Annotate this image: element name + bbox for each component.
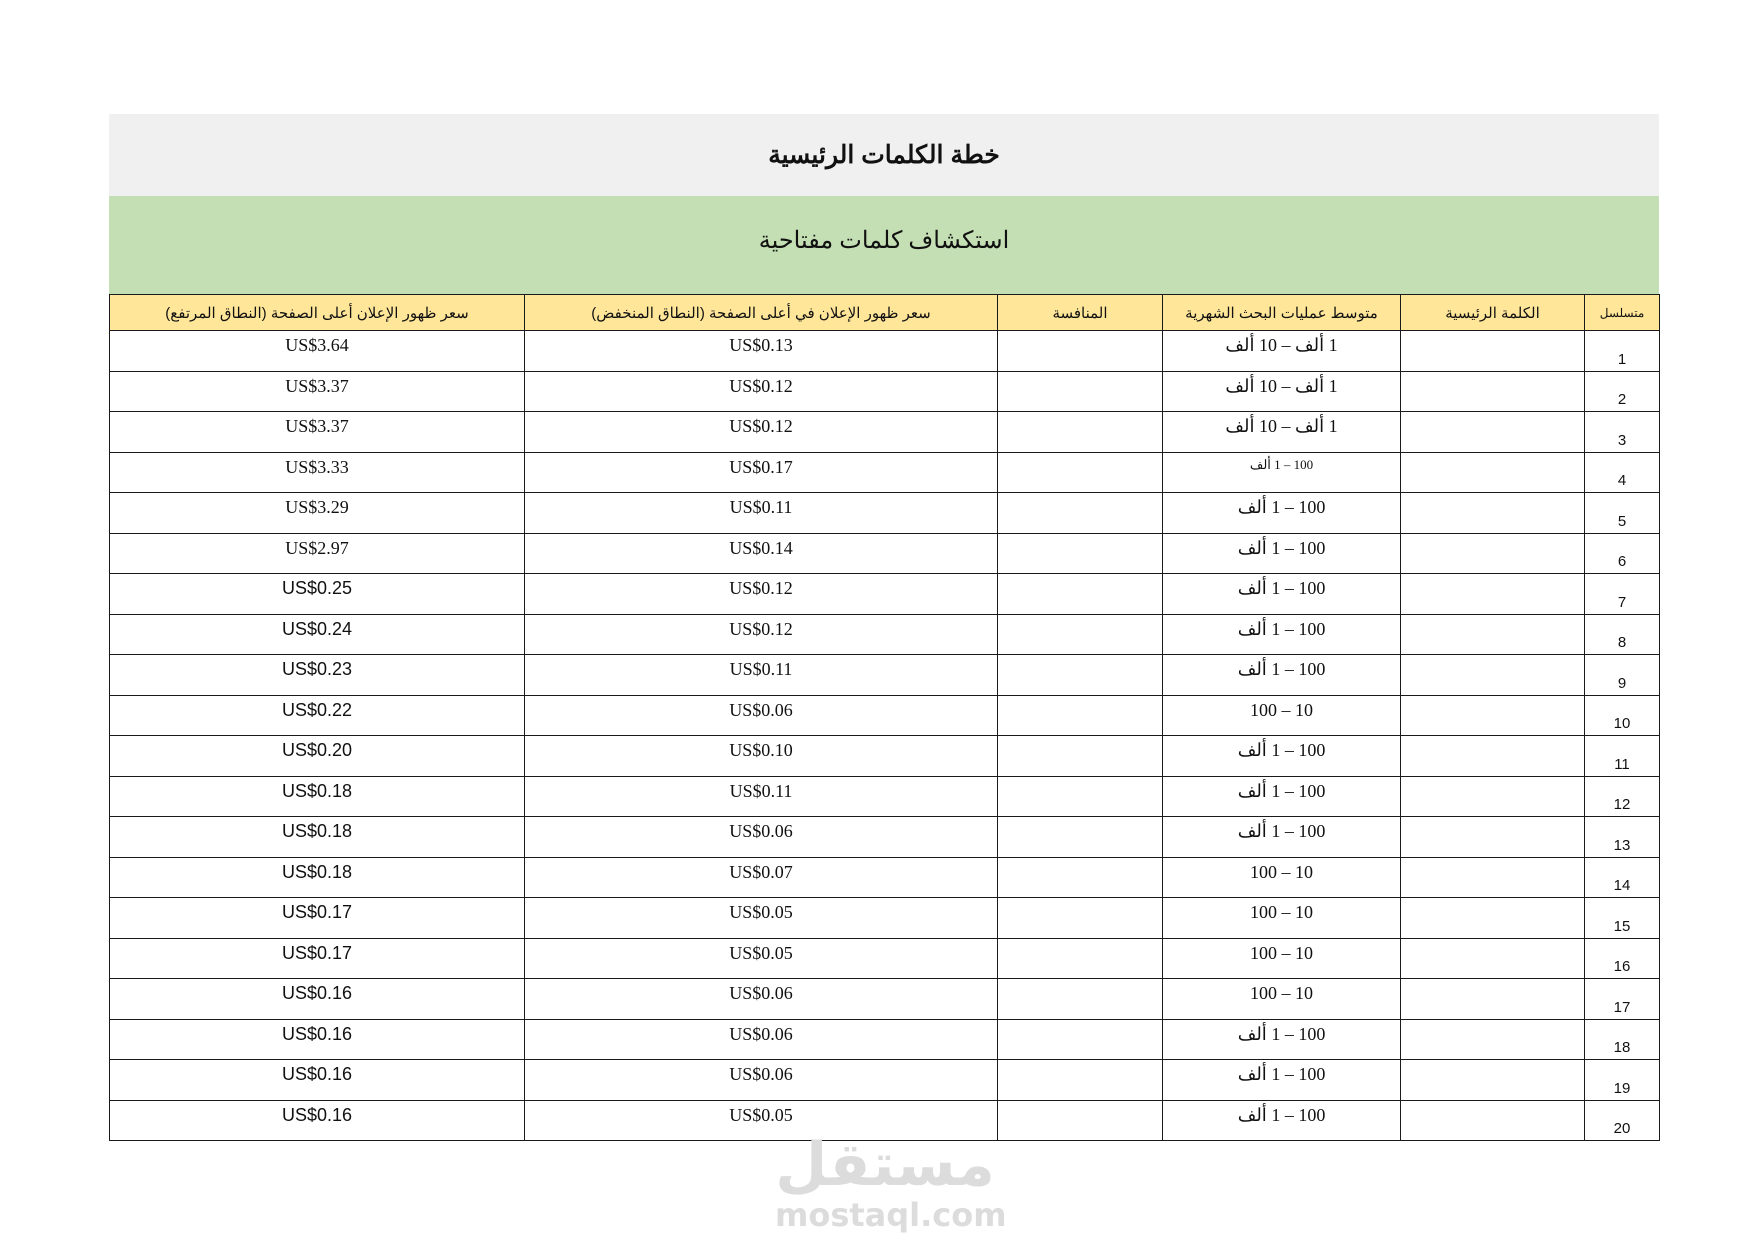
keyword-cell	[1401, 614, 1585, 655]
table-row	[110, 493, 1660, 534]
table-row	[110, 736, 1660, 777]
serial-cell: 13	[1585, 817, 1660, 858]
table-row	[110, 695, 1660, 736]
competition-cell	[998, 776, 1163, 817]
serial-cell: 5	[1585, 493, 1660, 534]
header-keyword: الكلمة الرئيسية	[1401, 295, 1585, 331]
serial-cell: 8	[1585, 614, 1660, 655]
page-subtitle: استكشاف كلمات مفتاحية	[758, 227, 1010, 254]
low-price-cell: US$0.13	[525, 331, 998, 372]
serial-cell: 7	[1585, 574, 1660, 615]
monthly-searches-cell: 100 – 1 ألف	[1163, 1060, 1401, 1101]
table-row	[110, 655, 1660, 696]
serial-cell: 11	[1585, 736, 1660, 777]
table-row	[110, 938, 1660, 979]
header-row	[110, 295, 1660, 331]
competition-cell	[998, 736, 1163, 777]
monthly-searches-cell: 10 – 100	[1163, 898, 1401, 939]
monthly-searches-cell: 10 – 100	[1163, 938, 1401, 979]
keyword-cell	[1401, 817, 1585, 858]
low-price-cell: US$0.06	[525, 695, 998, 736]
keyword-cell	[1401, 371, 1585, 412]
low-price-cell: US$0.05	[525, 898, 998, 939]
keyword-cell	[1401, 695, 1585, 736]
watermark-latin: mostaql.com	[775, 1196, 1007, 1234]
table-row	[110, 452, 1660, 493]
low-price-cell: US$0.14	[525, 533, 998, 574]
high-price-cell: US$0.22	[110, 695, 525, 736]
high-price-cell: US$0.16	[110, 979, 525, 1020]
competition-cell	[998, 1100, 1163, 1141]
high-price-cell: US$0.16	[110, 1019, 525, 1060]
high-price-cell: US$0.18	[110, 776, 525, 817]
table-row	[110, 979, 1660, 1020]
table-row	[110, 1019, 1660, 1060]
competition-cell	[998, 533, 1163, 574]
competition-cell	[998, 493, 1163, 534]
high-price-cell: US$3.29	[110, 493, 525, 534]
competition-cell	[998, 614, 1163, 655]
high-price-cell: US$0.18	[110, 857, 525, 898]
monthly-searches-cell: 100 – 1 ألف	[1163, 1019, 1401, 1060]
serial-cell: 6	[1585, 533, 1660, 574]
monthly-searches-cell: 100 – 1 ألف	[1163, 655, 1401, 696]
low-price-cell: US$0.12	[525, 614, 998, 655]
header-high-price: سعر ظهور الإعلان أعلى الصفحة (النطاق المرتفع)	[110, 295, 525, 331]
table-row	[110, 533, 1660, 574]
competition-cell	[998, 1060, 1163, 1101]
high-price-cell: US$0.17	[110, 898, 525, 939]
keyword-table	[109, 294, 1660, 1141]
competition-cell	[998, 938, 1163, 979]
competition-cell	[998, 898, 1163, 939]
low-price-cell: US$0.12	[525, 574, 998, 615]
competition-cell	[998, 817, 1163, 858]
keyword-plan-sheet	[109, 114, 1659, 1141]
table-row	[110, 371, 1660, 412]
competition-cell	[998, 979, 1163, 1020]
high-price-cell: US$0.24	[110, 614, 525, 655]
keyword-cell	[1401, 857, 1585, 898]
serial-cell: 4	[1585, 452, 1660, 493]
high-price-cell: US$3.64	[110, 331, 525, 372]
serial-cell: 20	[1585, 1100, 1660, 1141]
low-price-cell: US$0.10	[525, 736, 998, 777]
monthly-searches-cell: 100 – 1 ألف	[1163, 452, 1401, 493]
low-price-cell: US$0.05	[525, 938, 998, 979]
monthly-searches-cell: 1 ألف – 10 ألف	[1163, 412, 1401, 453]
high-price-cell: US$3.33	[110, 452, 525, 493]
monthly-searches-cell: 10 – 100	[1163, 979, 1401, 1020]
competition-cell	[998, 371, 1163, 412]
keyword-cell	[1401, 776, 1585, 817]
monthly-searches-cell: 100 – 1 ألف	[1163, 574, 1401, 615]
monthly-searches-cell: 1 ألف – 10 ألف	[1163, 331, 1401, 372]
competition-cell	[998, 857, 1163, 898]
keyword-cell	[1401, 655, 1585, 696]
high-price-cell: US$0.25	[110, 574, 525, 615]
keyword-cell	[1401, 1019, 1585, 1060]
keyword-cell	[1401, 493, 1585, 534]
competition-cell	[998, 331, 1163, 372]
low-price-cell: US$0.06	[525, 979, 998, 1020]
competition-cell	[998, 574, 1163, 615]
serial-cell: 14	[1585, 857, 1660, 898]
low-price-cell: US$0.06	[525, 1019, 998, 1060]
monthly-searches-cell: 100 – 1 ألف	[1163, 817, 1401, 858]
high-price-cell: US$3.37	[110, 371, 525, 412]
low-price-cell: US$0.05	[525, 1100, 998, 1141]
monthly-searches-cell: 100 – 1 ألف	[1163, 614, 1401, 655]
header-serial: متسلسل	[1585, 295, 1660, 331]
table-row	[110, 614, 1660, 655]
competition-cell	[998, 1019, 1163, 1060]
low-price-cell: US$0.12	[525, 371, 998, 412]
table-row	[110, 331, 1660, 372]
high-price-cell: US$2.97	[110, 533, 525, 574]
monthly-searches-cell: 100 – 1 ألف	[1163, 493, 1401, 534]
high-price-cell: US$3.37	[110, 412, 525, 453]
serial-cell: 16	[1585, 938, 1660, 979]
table-row	[110, 857, 1660, 898]
keyword-cell	[1401, 938, 1585, 979]
header-low-price: سعر ظهور الإعلان في أعلى الصفحة (النطاق المنخفض)	[525, 295, 998, 331]
competition-cell	[998, 452, 1163, 493]
low-price-cell: US$0.11	[525, 776, 998, 817]
low-price-cell: US$0.06	[525, 817, 998, 858]
serial-cell: 3	[1585, 412, 1660, 453]
low-price-cell: US$0.07	[525, 857, 998, 898]
serial-cell: 2	[1585, 371, 1660, 412]
title-band	[109, 114, 1659, 196]
monthly-searches-cell: 1 ألف – 10 ألف	[1163, 371, 1401, 412]
table-row	[110, 412, 1660, 453]
low-price-cell: US$0.11	[525, 493, 998, 534]
watermark-arabic: مستقل	[775, 1130, 995, 1200]
header-monthly-searches: متوسط عمليات البحث الشهرية	[1163, 295, 1401, 331]
table-row	[110, 898, 1660, 939]
serial-cell: 19	[1585, 1060, 1660, 1101]
mostaql-watermark	[775, 1130, 1007, 1234]
table-row	[110, 776, 1660, 817]
low-price-cell: US$0.11	[525, 655, 998, 696]
keyword-cell	[1401, 979, 1585, 1020]
high-price-cell: US$0.23	[110, 655, 525, 696]
keyword-cell	[1401, 1100, 1585, 1141]
high-price-cell: US$0.16	[110, 1100, 525, 1141]
serial-cell: 15	[1585, 898, 1660, 939]
monthly-searches-cell: 10 – 100	[1163, 695, 1401, 736]
keyword-cell	[1401, 412, 1585, 453]
subtitle-band	[109, 196, 1659, 294]
serial-cell: 10	[1585, 695, 1660, 736]
header-competition: المنافسة	[998, 295, 1163, 331]
monthly-searches-cell: 100 – 1 ألف	[1163, 1100, 1401, 1141]
serial-cell: 18	[1585, 1019, 1660, 1060]
keyword-cell	[1401, 533, 1585, 574]
high-price-cell: US$0.20	[110, 736, 525, 777]
keyword-cell	[1401, 452, 1585, 493]
page-title: خطة الكلمات الرئيسية	[768, 141, 1000, 169]
low-price-cell: US$0.12	[525, 412, 998, 453]
monthly-searches-cell: 10 – 100	[1163, 857, 1401, 898]
competition-cell	[998, 655, 1163, 696]
table-row	[110, 817, 1660, 858]
monthly-searches-cell: 100 – 1 ألف	[1163, 736, 1401, 777]
high-price-cell: US$0.16	[110, 1060, 525, 1101]
low-price-cell: US$0.17	[525, 452, 998, 493]
keyword-cell	[1401, 736, 1585, 777]
low-price-cell: US$0.06	[525, 1060, 998, 1101]
serial-cell: 1	[1585, 331, 1660, 372]
keyword-cell	[1401, 574, 1585, 615]
competition-cell	[998, 695, 1163, 736]
serial-cell: 12	[1585, 776, 1660, 817]
monthly-searches-cell: 100 – 1 ألف	[1163, 533, 1401, 574]
competition-cell	[998, 412, 1163, 453]
monthly-searches-cell: 100 – 1 ألف	[1163, 776, 1401, 817]
table-row	[110, 1060, 1660, 1101]
serial-cell: 9	[1585, 655, 1660, 696]
high-price-cell: US$0.17	[110, 938, 525, 979]
high-price-cell: US$0.18	[110, 817, 525, 858]
keyword-cell	[1401, 331, 1585, 372]
table-row	[110, 574, 1660, 615]
keyword-cell	[1401, 898, 1585, 939]
keyword-cell	[1401, 1060, 1585, 1101]
serial-cell: 17	[1585, 979, 1660, 1020]
